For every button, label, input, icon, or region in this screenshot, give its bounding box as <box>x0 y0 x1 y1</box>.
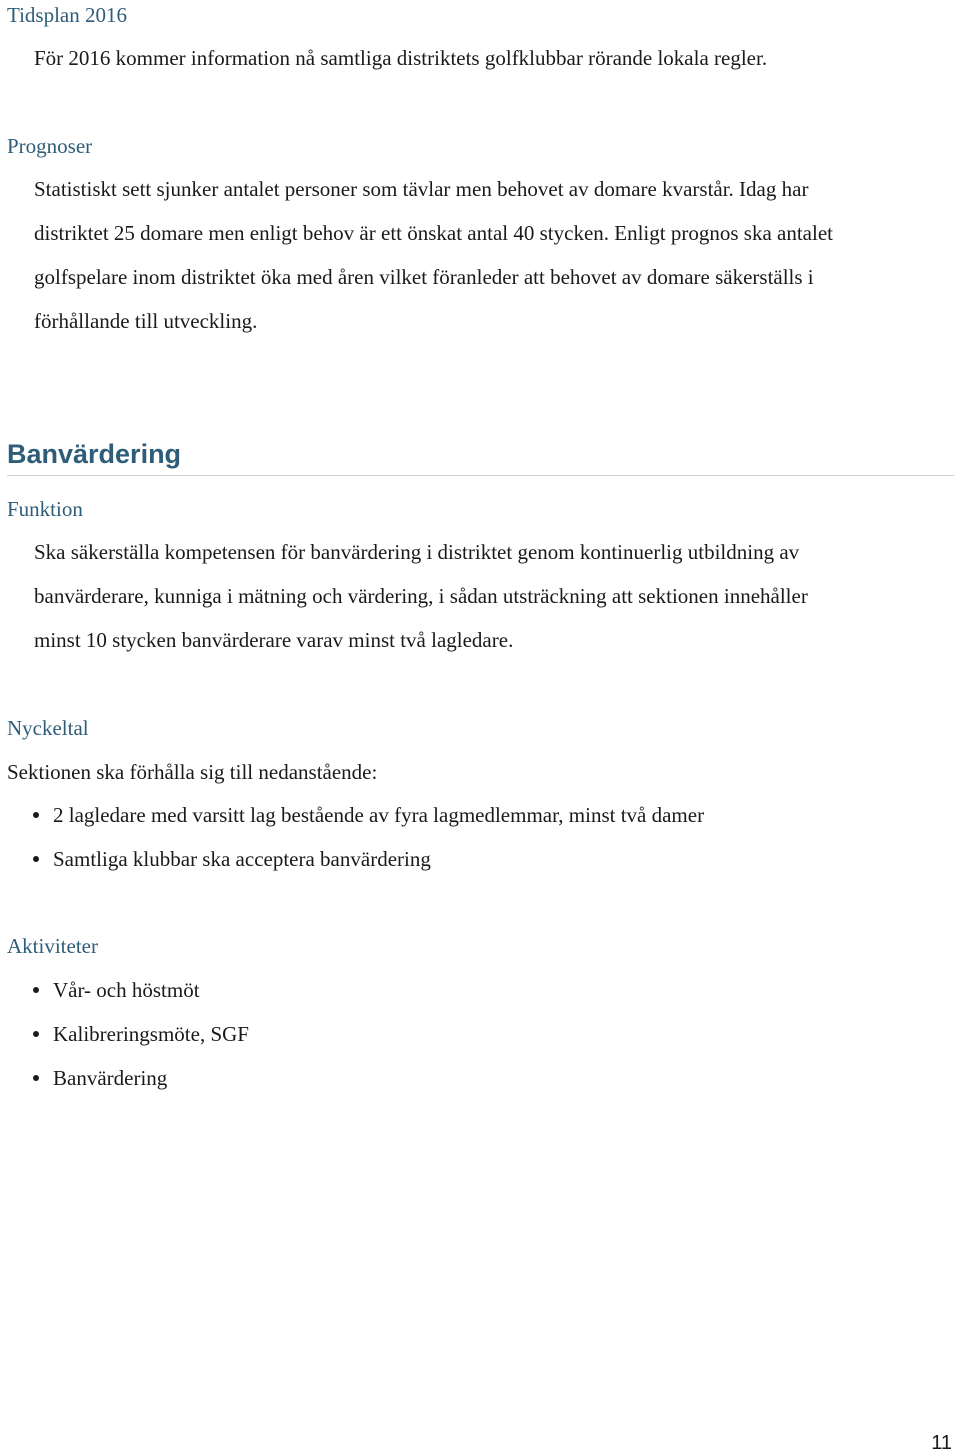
aktiviteter-heading: Aktiviteter <box>7 934 98 958</box>
funktion-line: minst 10 stycken banvärderare varav minst två lagledare. <box>34 628 514 652</box>
funktion-line: Ska säkerställa kompetensen för banvärdering i distriktet genom kontinuerlig utbildning av <box>34 540 800 564</box>
bullet-icon <box>33 987 39 993</box>
nyckeltal-list <box>0 802 704 890</box>
nyckeltal-intro: Sektionen ska förhålla sig till nedanstående: <box>7 760 378 784</box>
list-item-text: Samtliga klubbar ska acceptera banvärdering <box>53 847 431 871</box>
bullet-icon <box>33 856 39 862</box>
list-item-text: 2 lagledare med varsitt lag bestående av fyra lagmedlemmar, minst två damer <box>53 803 705 827</box>
prognoser-line: golfspelare inom distriktet öka med åren vilket föranleder att behovet av domare säkerställs i <box>34 265 814 289</box>
list-item <box>0 1065 249 1109</box>
list-item <box>0 1021 249 1065</box>
tidsplan-paragraph <box>34 36 934 80</box>
bullet-icon <box>33 812 39 818</box>
funktion-paragraph <box>34 530 934 662</box>
tidsplan-heading: Tidsplan 2016 <box>7 3 128 27</box>
list-item <box>0 802 704 846</box>
section-divider <box>7 475 954 476</box>
list-item <box>0 846 704 890</box>
prognoser-paragraph <box>34 167 934 343</box>
funktion-line: banvärderare, kunniga i mätning och värdering, i sådan utsträckning att sektionen innehåller <box>34 584 808 608</box>
page-number: 11 <box>931 1432 952 1454</box>
bullet-icon <box>33 1075 39 1081</box>
aktiviteter-list <box>0 977 249 1109</box>
section-title-banvardering: Banvärdering <box>7 439 182 469</box>
list-item-text: Vår- och höstmöt <box>53 978 200 1002</box>
list-item-text: Kalibreringsmöte, SGF <box>53 1022 249 1046</box>
prognoser-heading: Prognoser <box>7 134 93 158</box>
list-item <box>0 977 249 1021</box>
list-item-text: Banvärdering <box>53 1066 168 1090</box>
prognoser-line: Statistiskt sett sjunker antalet personer som tävlar men behovet av domare kvarstår. Idag har <box>34 177 809 201</box>
funktion-heading: Funktion <box>7 497 83 521</box>
tidsplan-line: För 2016 kommer information nå samtliga distriktets golfklubbar rörande lokala regler. <box>34 46 768 70</box>
bullet-icon <box>33 1031 39 1037</box>
prognoser-line: distriktet 25 domare men enligt behov är ett önskat antal 40 stycken. Enligt prognos ska antalet <box>34 221 833 245</box>
prognoser-line: förhållande till utveckling. <box>34 309 258 333</box>
nyckeltal-heading: Nyckeltal <box>7 716 89 740</box>
